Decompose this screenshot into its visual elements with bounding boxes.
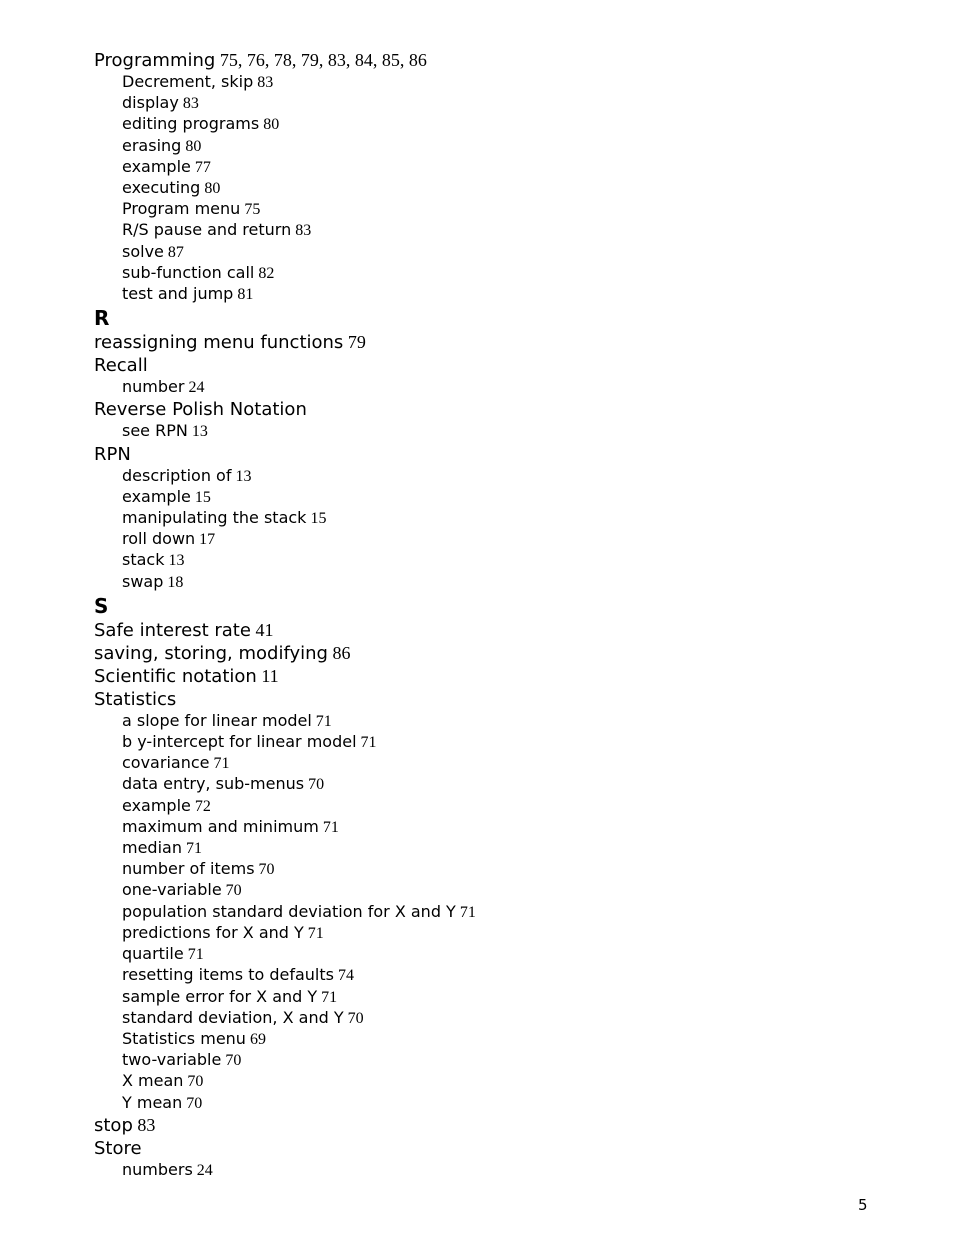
index-subentry [94, 965, 874, 986]
index-entry [94, 354, 874, 377]
index-subentry [94, 93, 874, 114]
index-term: population standard deviation for X and Y [122, 901, 456, 921]
index-term: display [122, 93, 179, 113]
index-term: see RPN [122, 421, 188, 441]
page-references: 13 [191, 423, 208, 441]
page-references: 80 [185, 137, 202, 155]
index-entry [94, 619, 874, 642]
page-references: 87 [167, 243, 184, 261]
index-term: one-variable [122, 880, 222, 900]
page-references: 71 [360, 734, 377, 752]
index-term: description of [122, 465, 232, 485]
index-subentry [94, 263, 874, 284]
index-entry [94, 665, 874, 688]
index-term: b y-intercept for linear model [122, 732, 357, 752]
index-term: executing [122, 178, 201, 198]
index-entry [94, 331, 874, 354]
page-references: 70 [225, 882, 242, 900]
index-term: R/S pause and return [122, 220, 292, 240]
section-letter: S [94, 593, 109, 618]
index-subentry [94, 859, 874, 880]
page-references: 15 [310, 510, 327, 528]
page-references: 24 [196, 1161, 213, 1179]
index-term: stop [94, 1114, 133, 1136]
index-term: Reverse Polish Notation [94, 399, 307, 421]
index-term: data entry, sub-menus [122, 774, 305, 794]
index-subentry [94, 421, 874, 442]
index-term: standard deviation, X and Y [122, 1007, 344, 1027]
index-subentry [94, 572, 874, 593]
index-subentry [94, 987, 874, 1008]
index-subentry [94, 72, 874, 93]
index-term: Store [94, 1137, 142, 1159]
index-entry [94, 49, 874, 72]
index-term: example [122, 795, 191, 815]
index-subentry [94, 711, 874, 732]
index-subentry [94, 817, 874, 838]
index-subentry [94, 114, 874, 135]
index-subentry [94, 199, 874, 220]
index-subentry [94, 220, 874, 241]
index-subentry [94, 550, 874, 571]
index-term: Safe interest rate [94, 619, 251, 641]
index-subentry [94, 1029, 874, 1050]
page-references: 71 [307, 924, 324, 942]
index-term: manipulating the stack [122, 508, 307, 528]
index-subentry [94, 774, 874, 795]
page-references: 81 [237, 286, 254, 304]
index-term: two-variable [122, 1050, 222, 1070]
page-references: 77 [194, 158, 211, 176]
index-subentry [94, 1050, 874, 1071]
index-subentry [94, 1071, 874, 1092]
index-subentry [94, 157, 874, 178]
index-term: a slope for linear model [122, 710, 312, 730]
index-term: Y mean [122, 1092, 183, 1112]
page-references: 83 [182, 95, 199, 113]
page-references: 83 [257, 74, 274, 91]
index-term: stack [122, 550, 165, 570]
page-references: 70 [347, 1009, 364, 1027]
index-term: maximum and minimum [122, 816, 319, 836]
page-references: 82 [258, 264, 275, 282]
index-subentry [94, 838, 874, 859]
page-references: 71 [185, 840, 202, 858]
index-subentry [94, 487, 874, 508]
index-subentry [94, 1008, 874, 1029]
index-subentry [94, 284, 874, 305]
index-entry [94, 1114, 874, 1137]
page-references: 79 [347, 332, 366, 353]
page-number: 5 [858, 1196, 868, 1214]
index-term: quartile [122, 944, 184, 964]
index-term: predictions for X and Y [122, 922, 304, 942]
index-term: solve [122, 241, 164, 261]
page-references: 74 [337, 967, 354, 985]
index-term: Recall [94, 355, 148, 377]
index-term: test and jump [122, 284, 234, 304]
page-references: 17 [199, 531, 216, 549]
page-references: 13 [235, 467, 252, 485]
index-entry [94, 398, 874, 421]
page-references: 83 [137, 1114, 156, 1135]
index-term: number of items [122, 859, 255, 879]
index-subentry [94, 178, 874, 199]
index-subentry [94, 796, 874, 817]
index-term: X mean [122, 1071, 184, 1091]
index-term: Program menu [122, 199, 241, 219]
page-references: 70 [186, 1094, 203, 1112]
index-term: editing programs [122, 114, 260, 134]
index-term: swap [122, 571, 164, 591]
index-subentry [94, 466, 874, 487]
section-letter: R [94, 306, 110, 331]
page-references: 11 [261, 665, 279, 686]
index-term: sub-function call [122, 262, 255, 282]
index-entry [94, 642, 874, 665]
index-term: roll down [122, 529, 196, 549]
index-term: erasing [122, 135, 182, 155]
index-subentry [94, 242, 874, 263]
index-subentry [94, 880, 874, 901]
index-term: reassigning menu functions [94, 332, 344, 354]
index-subentry [94, 529, 874, 550]
index-subentry [94, 944, 874, 965]
page-references: 72 [194, 797, 211, 815]
index-subentry [94, 508, 874, 529]
page-references: 70 [308, 776, 325, 794]
page-references: 70 [225, 1052, 242, 1070]
page-references: 71 [321, 988, 338, 1006]
index-term: resetting items to defaults [122, 965, 334, 985]
index-subentry [94, 377, 874, 398]
index-term: Scientific notation [94, 665, 257, 687]
page-references: 71 [187, 946, 204, 964]
index-term: sample error for X and Y [122, 986, 318, 1006]
index-entry [94, 443, 874, 466]
index-subentry [94, 753, 874, 774]
index-term: numbers [122, 1159, 193, 1179]
index-term: covariance [122, 753, 210, 773]
page-references: 83 [295, 222, 312, 240]
index-subentry [94, 732, 874, 753]
index-term: example [122, 156, 191, 176]
page-references: 41 [255, 619, 274, 640]
index-term: Decrement, skip [122, 72, 254, 91]
page-references: 75, 76, 78, 79, 83, 84, 85, 86 [219, 50, 427, 70]
index-subentry [94, 902, 874, 923]
index-term: median [122, 838, 182, 858]
index-list [94, 49, 874, 1181]
index-subentry [94, 1160, 874, 1181]
page-references: 80 [263, 116, 280, 134]
index-term: example [122, 486, 191, 506]
index-entry [94, 1137, 874, 1160]
page-references: 86 [332, 642, 351, 663]
page-references: 80 [204, 180, 221, 198]
page-references: 24 [188, 379, 205, 397]
page-references: 71 [322, 818, 339, 836]
page-references: 71 [213, 755, 230, 773]
index-term: RPN [94, 443, 131, 465]
page-references: 13 [168, 552, 185, 570]
index-term: Statistics menu [122, 1028, 246, 1048]
page-references: 70 [187, 1073, 204, 1091]
page-references: 70 [258, 861, 275, 879]
page-references: 18 [167, 573, 184, 591]
index-entry [94, 688, 874, 711]
page-references: 15 [194, 488, 211, 506]
index-term: saving, storing, modifying [94, 642, 328, 664]
index-term: Programming [94, 50, 216, 71]
index-subentry [94, 136, 874, 157]
page-references: 71 [315, 712, 332, 730]
page-references: 71 [459, 903, 476, 921]
page-references: 75 [244, 201, 261, 219]
index-subentry [94, 1093, 874, 1114]
index-term: Statistics [94, 688, 177, 710]
page-references: 69 [249, 1030, 266, 1048]
index-subentry [94, 923, 874, 944]
index-term: number [122, 377, 185, 397]
